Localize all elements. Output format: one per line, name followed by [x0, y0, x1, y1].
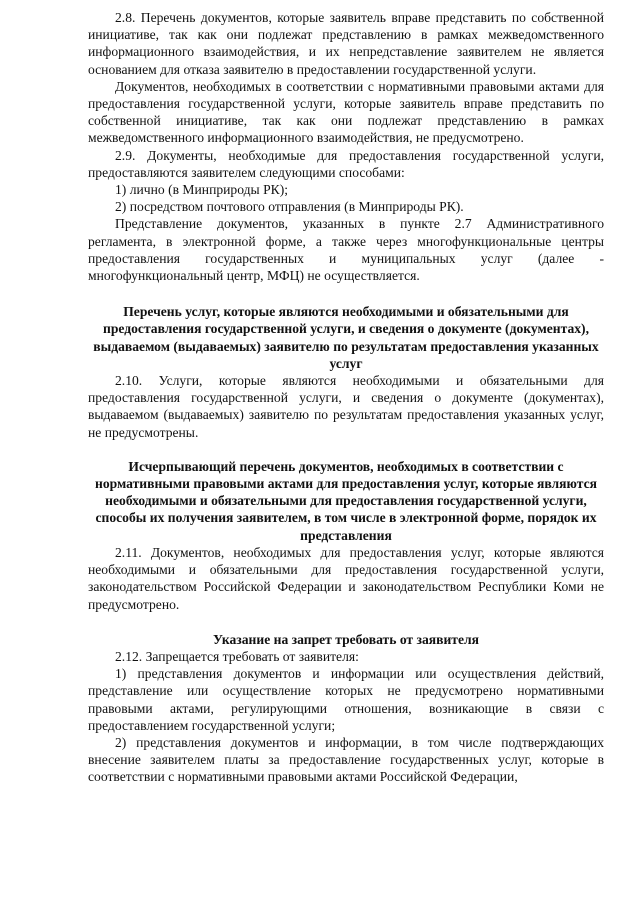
list-item-2-12-2: 2) представления документов и информации, в том числе подтверждающих внесение заявителем платы за предоставление государственных услуг, которые в соответствии с нормативными правовыми актами Российской Федерации,: [88, 734, 604, 785]
paragraph-2-10: 2.10. Услуги, которые являются необходимыми и обязательными для предоставления государственной услуги, и сведения о документе (документах), выдаваемом (выдаваемых) заявителю по результатам предоставления указанных услуг, не предусмотрены.: [88, 373, 604, 440]
section-spacer: [88, 441, 604, 458]
section-spacer: [88, 284, 604, 303]
paragraph-2-12: 2.12. Запрещается требовать от заявителя:: [115, 648, 359, 664]
paragraph-2-9-note: Представление документов, указанных в пункте 2.7 Административного регламента, в электронной форме, а также через многофункциональные центры предоставления государственных и муниципальных услуг (далее - многофункциональный центр, МФЦ) не осуществляется.: [88, 216, 604, 284]
list-item-2-12-1: 1) представления документов и информации или осуществления действий, представление или осуществление которых не предусмотрено нормативными правовыми актами, регулирующими отношения, возникающие в связи с предоставлением государственной услуги;: [88, 666, 604, 733]
paragraph-2-11: 2.11. Документов, необходимых для предоставления услуг, которые являются необходимыми и обязательными для предоставления государственной услуги, законодательством Российской Федерации и законодательством Республики Коми не предусмотрено.: [88, 544, 604, 612]
list-item-2-9-2: 2) посредством почтового отправления (в Минприроды РК).: [115, 199, 464, 215]
section-spacer: [88, 613, 604, 631]
paragraph-2-9: 2.9. Документы, необходимые для предоставления государственной услуги, предоставляются заявителем следующими способами:: [88, 147, 604, 180]
list-item-2-9-1: 1) лично (в Минприроды РК);: [115, 182, 288, 198]
section-heading-services: Перечень услуг, которые являются необходимыми и обязательными для предоставления государственной услуги, и сведения о документе (документах), выдаваемом (выдаваемых) заявителю по результатам предоставления указанных услуг: [93, 304, 599, 371]
paragraph-2-8-note: Документов, необходимых в соответствии с нормативными правовыми актами для предоставления государственной услуги, которые заявитель вправе представить по собственной инициативе, так как они подлежат представлению в рамках межведомственного информационного взаимодействия, не предусмотрено.: [88, 78, 604, 146]
section-heading-documents: Исчерпывающий перечень документов, необходимых в соответствии с нормативными правовыми актами для предоставления услуг, которые являются необходимыми и обязательными для предоставления государственной услуги, способы их получения заявителем, в том числе в электронной форме, порядок их представления: [95, 458, 597, 543]
paragraph-2-8: 2.8. Перечень документов, которые заявитель вправе представить по собственной инициативе, так как они подлежат представлению в рамках межведомственного информационного взаимодействия, и их непредставление заявителем не является основанием для отказа заявителю в предоставлении государственной услуги.: [88, 10, 604, 77]
section-heading-prohibition: Указание на запрет требовать от заявителя: [213, 631, 479, 647]
